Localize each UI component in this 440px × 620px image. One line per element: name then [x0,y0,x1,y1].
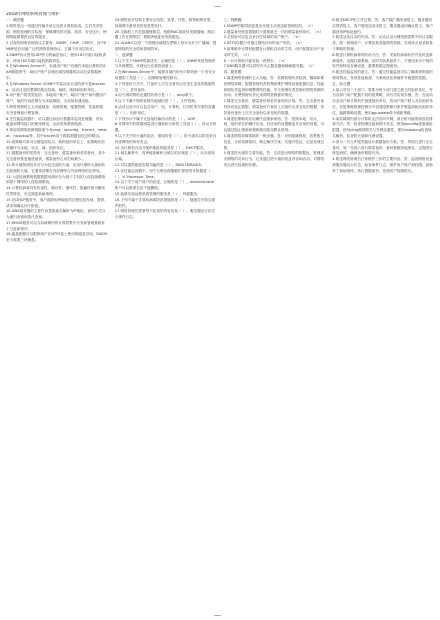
paragraph: 7.简述活动目录的作用。答：活动目录为网络提供集中的目录服务，统一管理用户、计算机和其他网络资源，实现单点登录和基于策略的管理。 [332,35,433,51]
paragraph: 1.SNMP的陷阱消息是由代理主动发送给管理站的。（√） [223,23,315,28]
paragraph: 6.用户账户的类型包括：本地用户账户、域用户账户和内置用户账户，组的作用范围分为本地域组、全局组和通用组。 [6,93,107,104]
paragraph: 4.在Windows Server中，本地用户账户存储在本地计算机的SAM数据库中，域用户账户存储在域控制器的活动目录数据库中。 [6,64,106,80]
paragraph: 3.SNMP协议使用UDP作为传输层协议，使用161号端口接收请求，使用162号端口接收陷阱消息。 [6,52,106,63]
section-heading: 二、选择题 [114,52,133,57]
paragraph: 17.WSUS服务可以为局域网内的计算机集中分发和管理系统补丁与更新程序。 [6,220,106,231]
paragraph: 17.网络管理员需要每天检查的内容包括（ ）。服务器运行状态与事件日志。 [114,209,216,220]
paragraph: 6.简述DHCP的工作过程。答：客户端广播发现报文，服务器回应提供报文，客户端发送请求报文，服务器返回确认报文，客户端获得IP地址租约。 [332,18,433,34]
paragraph: 2.简述完全备份、增量备份和差异备份的区别。答：完全备份备份所有选定数据；增量备份只备份上次备份以来变化的数据；差异备份备份上次完全备份以来变化的数据。 [223,99,325,115]
paragraph: 4.简述网络故障排除的一般步骤。答：识别故障现象、收集相关信息、分析故障原因、制定解决方案、实施并验证、记录处理过程。 [223,133,325,150]
paragraph: 6.一台计算机只能安装一块网卡。（×） [223,58,288,63]
paragraph: 2.在Windows Server中，能够对域内所有计算机统一下发安全设置的工具是（ ）。组策略管理控制台。 [114,70,216,80]
paragraph: 9.以下关于防火墙的说法，错误的是（ ）。防火墙可以防范来自内部网络的所有攻击。 [114,133,217,144]
section-heading: 三、判断题 [223,18,242,22]
paragraph: 3.请为一台文件服务器设计数据备份方案。答：每周日进行完全备份，周一至周六进行增量备份，备份数据异地保存，定期进行恢复测试，确保备份数据可用。 [332,139,433,156]
page-bottom-mark: — [214,611,221,619]
text-columns [6,18,434,616]
paragraph: 1.某公司有三个部门，需要为每个部门建立独立的组织单位，并为各部门用户配置不同的组策略，请写出实现步骤。答：在活动目录用户和计算机中创建组织单位，将用户账户移入对应组织单位，在组策略管理控制台中创建组策略对象并链接到相应组织单位，编辑策略设置，使用gpupdate命令刷新策略。 [332,87,433,115]
paragraph: 14.计算机病毒具有传染性、破坏性、潜伏性、隐蔽性和可触发性等特征，应定期更新病毒库。 [6,186,106,196]
page-top-mark: — [214,2,221,10]
paragraph: 5.简述防火墙的主要功能。答：过滤进出网络的数据包，管理进出网络的访问行为，记录通过防火墙的信息内容和活动，对网络攻击进行检测和告警。 [223,151,325,167]
paragraph: 8.简述计算机病毒的防治方法。答：安装防病毒软件并及时更新病毒库，定期扫描系统，及时安装系统补丁，不使用来历不明的软件和移动存储设备，重要数据定期备份。 [332,52,433,69]
section-heading: 五、综合题 [332,81,351,86]
paragraph: 13.在性能监视器中，用于反映处理器繁忙程度的计数器是（ ）。% Processor Time。 [114,168,211,179]
paragraph: 3.简述组策略的应用顺序及继承规则。答：按照本地、站点、域、组织单位的顺序应用，后应用的设置覆盖先应用的设置，可以通过阻止继承和强制选项改变默认规则。 [223,116,325,133]
paragraph: 1.以下关于SNMP的描述中，正确的是（ ）。SNMP采用管理者与代理模型，代理运行在被管设备上。 [114,58,216,69]
paragraph: 4.简述网络管理员日常维护工作的主要内容。答：监视网络设备和服务器运行状态，检查事件日志，维护用户账户和权限，更新补丁和病毒库，执行数据备份，处理用户故障报告。 [332,157,433,173]
paragraph: 19.网络拓扑结构主要有总线型、星型、环型、树型和网状型，局域网中最常见的是星型拓扑。 [114,18,214,28]
paragraph: 15.在DHCP服务中，客户端获取IP地址的过程包括发现、提供、请求和确认四个阶段。 [6,197,108,208]
paragraph: 4.用于测试网络连通性的命令是（ ）。ping命令。 [114,93,196,98]
paragraph: 5.组策略中计算机配置在计算机启动时生效，用户配置在用户登录时生效。（√） [223,46,324,57]
paragraph: 14.以下关于用户账户的叙述，正确的是（ ）。Administrator账户可以重命名但不能删除。 [114,180,215,191]
text-column-4 [332,18,434,616]
paragraph: 7.网络管理的五大功能域是：故障管理、配置管理、性能管理、安全管理和计费管理。 [6,104,107,115]
paragraph: 20.交换机工作在数据链路层，根据MAC地址转发数据帧；路由器工作在网络层，根据IP地址转发数据包。 [114,29,215,40]
paragraph: 16.DNS服务器的主要作用是将域名解析为IP地址，查询方式分为递归查询和迭代查询。 [6,209,106,220]
section-heading: 一、填空题 [6,18,24,22]
paragraph: 9.简述性能监视的意义。答：通过性能监视可以了解系统资源的使用情况，发现性能瓶颈，为系统优化和硬件升级提供依据。 [332,70,433,80]
paragraph: 5.在Windows Server 2008中安装活动目录的命令是dcpromo，活动目录的逻辑结构包括域、域树、域林和组织单位。 [6,81,106,92]
paragraph: 18.磁盘配额可以限制用户在NTFS卷上使用的磁盘空间，RAID5至少需要三块硬盘。 [6,232,108,243]
paragraph: 16.下列不属于计算机病毒防范措施的是（ ）。随意打开陌生邮件附件。 [114,197,216,208]
paragraph: 21.VLAN可以将一个物理局域网在逻辑上划分为多个广播域，提高网络的安全性和管理效率。 [114,41,217,51]
text-column-1 [6,18,108,616]
paragraph: 9.常用的网络故障排除命令有ping、ipconfig、tracert、netstat、nslookup等，其中tracert用于跟踪数据包经过的路由。 [6,128,107,138]
paragraph: 1.网络是由一组通过传输介质互连的计算机组成，它们共享资源，网络管理的目标是：保障网络的可靠、高效、安全运行，使网络能够提供良好的服务。 [6,23,107,40]
paragraph: 5.以下不属于网络管理功能域的是（ ）。文件管理。 [114,99,199,104]
paragraph: 8.对网络中的数据流量进行捕获和分析的工具是（ ）。协议分析器。 [114,122,217,133]
paragraph: 3.全局组可以包含来自任何域的用户账户。（×） [223,35,302,40]
section-heading: 四、简答题 [223,70,242,75]
paragraph: 10.组策略对象可以链接到站点、域和组织单位上，组策略的应用顺序为本地、站点、域、组织单位。 [6,139,106,150]
paragraph: 11.数据备份的类型有：完全备份、增量备份和差异备份，其中完全备份恢复速度最快，增量备份占用空间最少。 [6,151,106,162]
paragraph: 15.能够实现远程桌面管理的服务是（ ）。终端服务。 [114,191,201,196]
document-title: 2018年网络系统管理与维护 [6,12,60,17]
paragraph: 3.下列备份方式中，只备份上次完全备份以后发生变化的数据的是（ ）。差异备份。 [114,81,216,92]
paragraph: 12.防火墙按照技术可分为包过滤防火墙、应用代理防火墙和状态检测防火墙，它通常部署在内部网络与外部网络的边界处。 [6,162,106,173]
paragraph: 2.增量备份恢复数据时只需要最近一次的增量备份即可。（×） [223,29,324,34]
paragraph: 7.DNS服务器可以同时作为主服务器和辅助服务器。（√） [223,64,317,69]
paragraph: 13.入侵检测系统根据数据来源可分为基于主机的入侵检测系统和基于网络的入侵检测系统。 [6,174,106,185]
text-column-2 [115,18,217,616]
paragraph: 8.在性能监视器中，可以通过添加计数器来监视处理器、内存、磁盘和网络接口的使用情况，从而发现系统瓶颈。 [6,116,107,127]
paragraph: 11.域名解析中，将IP地址解析为域名的区域是（ ）。反向查找区域。 [114,151,215,162]
paragraph: 4.NTFS权限只对通过网络访问的用户有效。（×） [223,41,304,46]
paragraph: 7.下列协议中属于无连接传输协议的是（ ）。UDP。 [114,116,199,121]
paragraph: 6.活动目录中可以包含用户、组、计算机、打印机等对象的容器是（ ）。组织单位。 [114,104,216,115]
paragraph: 12.可以提供磁盘容错功能的是（ ）。RAID1和RAID5。 [114,162,205,167]
paragraph: 10.为计算机自动分配IP地址的服务是（ ）。DHCP服务。 [114,145,207,150]
paragraph: 1.简述网络管理的五大功能。答：故障管理负责检测、隔离和排除网络故障；配置管理负责收集和维护网络设备配置信息；性能管理负责监视和调整网络性能；安全管理负责控制对网络资源的访问；计费管理负责记录网络资源使用情况。 [223,75,325,98]
text-column-3 [224,18,326,616]
paragraph: 2.某局域网内部分计算机无法访问外网，请分析可能的原因及排查方法。答：检查物理连接和网卡状态，使用ipconfig查看地址配置，使用ping测试网关与外网连通性，使用nslookup检查域名解析，检查防火墙和代理设置。 [332,116,433,138]
paragraph: 2.目前的网络管理协议主要有：SNMP、CMIP、CMOT，其中SNMP是应用最广泛的网络管理协议，它属于应用层协议。 [6,41,107,51]
